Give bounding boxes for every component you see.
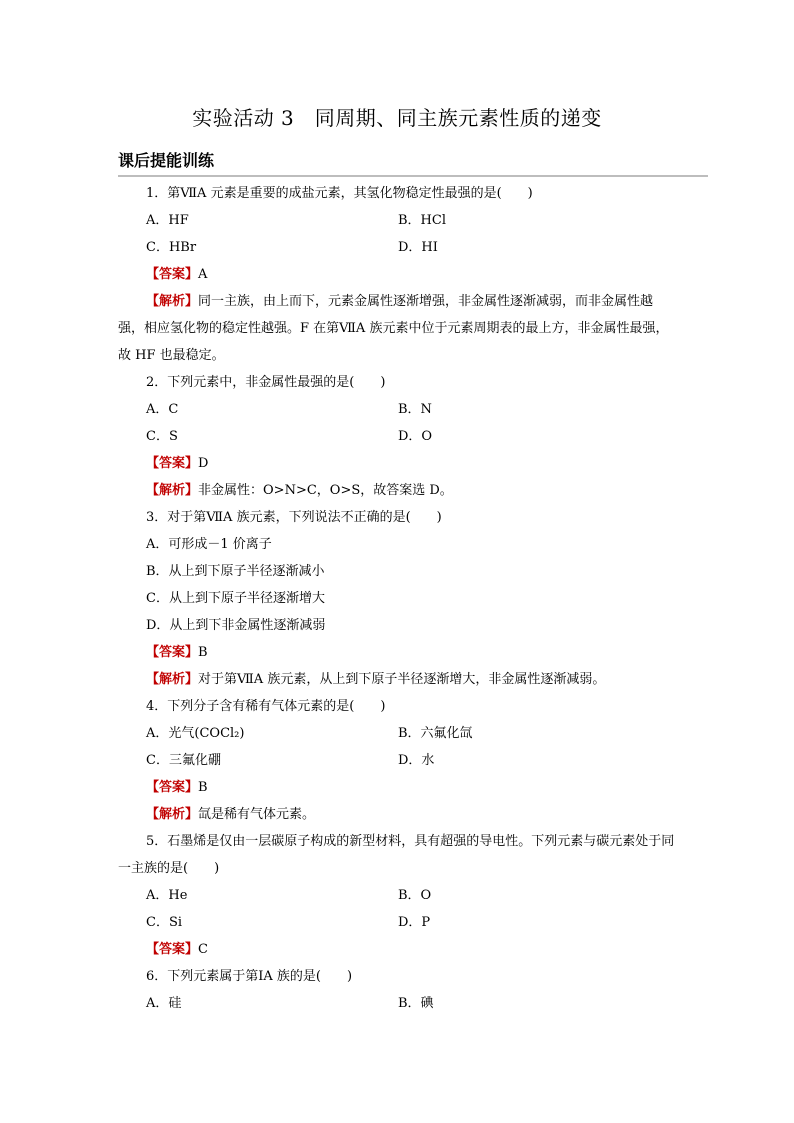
- option-row: [118, 882, 678, 909]
- question-list: [118, 180, 678, 1017]
- option: A．He: [146, 888, 188, 903]
- analysis-tag: 【解析】: [146, 294, 199, 309]
- option: B．从上到下原子半径逐渐减小: [146, 564, 325, 579]
- option: A．硅: [146, 996, 182, 1011]
- option-row: [118, 990, 678, 1017]
- option: C．Si: [146, 915, 183, 930]
- analysis-paragraph: [118, 666, 678, 693]
- option: C．S: [146, 429, 178, 444]
- option-row: [118, 423, 678, 450]
- option: B．HCl: [398, 213, 446, 228]
- page-title: 实验活动 3 同周期、同主族元素性质的递变: [192, 106, 602, 130]
- question-block: [118, 180, 678, 369]
- option-row: [118, 720, 678, 747]
- analysis-text: 同一主族，由上而下，元素金属性逐渐增强，非金属性逐渐减弱，而非金属性越强，相应氢化物的稳定性越强。F 在第ⅦA 族元素中位于元素周期表的最上方，非金属性最强，故 HF 也最稳定。: [118, 294, 669, 363]
- option: A．光气(COCl₂): [146, 726, 245, 741]
- option: C．从上到下原子半径逐渐增大: [146, 591, 325, 606]
- question-stem: 1．第ⅦA 元素是重要的成盐元素，其氢化物稳定性最强的是( ): [146, 186, 533, 201]
- analysis-paragraph: [118, 477, 678, 504]
- option: A．可形成－1 价离子: [146, 537, 272, 552]
- option: B．碘: [398, 996, 434, 1011]
- question-block: [118, 828, 678, 963]
- answer-line: [118, 639, 678, 666]
- answer-tag: 【答案】: [146, 942, 199, 957]
- option-row: [118, 396, 678, 423]
- question-block: [118, 504, 678, 693]
- analysis-paragraph: [118, 288, 678, 369]
- question-stem: 3．对于第ⅦA 族元素，下列说法不正确的是( ): [146, 510, 442, 525]
- question-stem: 2．下列元素中，非金属性最强的是( ): [146, 375, 386, 390]
- option: D．水: [398, 753, 435, 768]
- answer-line: [118, 261, 678, 288]
- question-stem: 6．下列元素属于第ⅠA 族的是( ): [146, 969, 353, 984]
- option-row: [118, 234, 678, 261]
- analysis-tag: 【解析】: [146, 672, 199, 687]
- answer-line: [118, 936, 678, 963]
- question-stem: 4．下列分子含有稀有气体元素的是( ): [146, 699, 386, 714]
- answer-value: D: [198, 456, 209, 471]
- answer-line: [118, 450, 678, 477]
- analysis-paragraph: [118, 801, 678, 828]
- question-block: [118, 963, 678, 1017]
- question-block: [118, 693, 678, 828]
- option: D．从上到下非金属性逐渐减弱: [146, 618, 326, 633]
- option: B．N: [398, 402, 432, 417]
- answer-value: A: [198, 267, 208, 282]
- option: D．HI: [398, 240, 438, 255]
- option: D．O: [398, 429, 433, 444]
- answer-tag: 【答案】: [146, 645, 199, 660]
- answer-line: [118, 774, 678, 801]
- option-row: [118, 747, 678, 774]
- question-stem: 5．石墨烯是仅由一层碳原子构成的新型材料，具有超强的导电性。下列元素与碳元素处于同一主族的是( ): [118, 834, 675, 876]
- option: B．O: [398, 888, 432, 903]
- analysis-text: 非金属性：O>N>C，O>S，故答案选 D。: [198, 483, 453, 498]
- question-block: [118, 369, 678, 504]
- analysis-tag: 【解析】: [146, 483, 199, 498]
- option: D．P: [398, 915, 431, 930]
- answer-value: B: [198, 780, 208, 795]
- analysis-text: 氙是稀有气体元素。: [198, 807, 316, 822]
- answer-value: C: [198, 942, 208, 957]
- analysis-tag: 【解析】: [146, 807, 199, 822]
- answer-tag: 【答案】: [146, 780, 199, 795]
- section-heading: 课后提能训练: [118, 148, 708, 177]
- option: A．HF: [146, 213, 189, 228]
- answer-tag: 【答案】: [146, 267, 199, 282]
- option: A．C: [146, 402, 179, 417]
- answer-tag: 【答案】: [146, 456, 199, 471]
- option-row: [118, 207, 678, 234]
- option: C．HBr: [146, 240, 197, 255]
- option: C．三氟化硼: [146, 753, 221, 768]
- option-row: [118, 909, 678, 936]
- answer-value: B: [198, 645, 208, 660]
- option: B．六氟化氙: [398, 726, 473, 741]
- analysis-text: 对于第ⅦA 族元素，从上到下原子半径逐渐增大，非金属性逐渐减弱。: [198, 672, 606, 687]
